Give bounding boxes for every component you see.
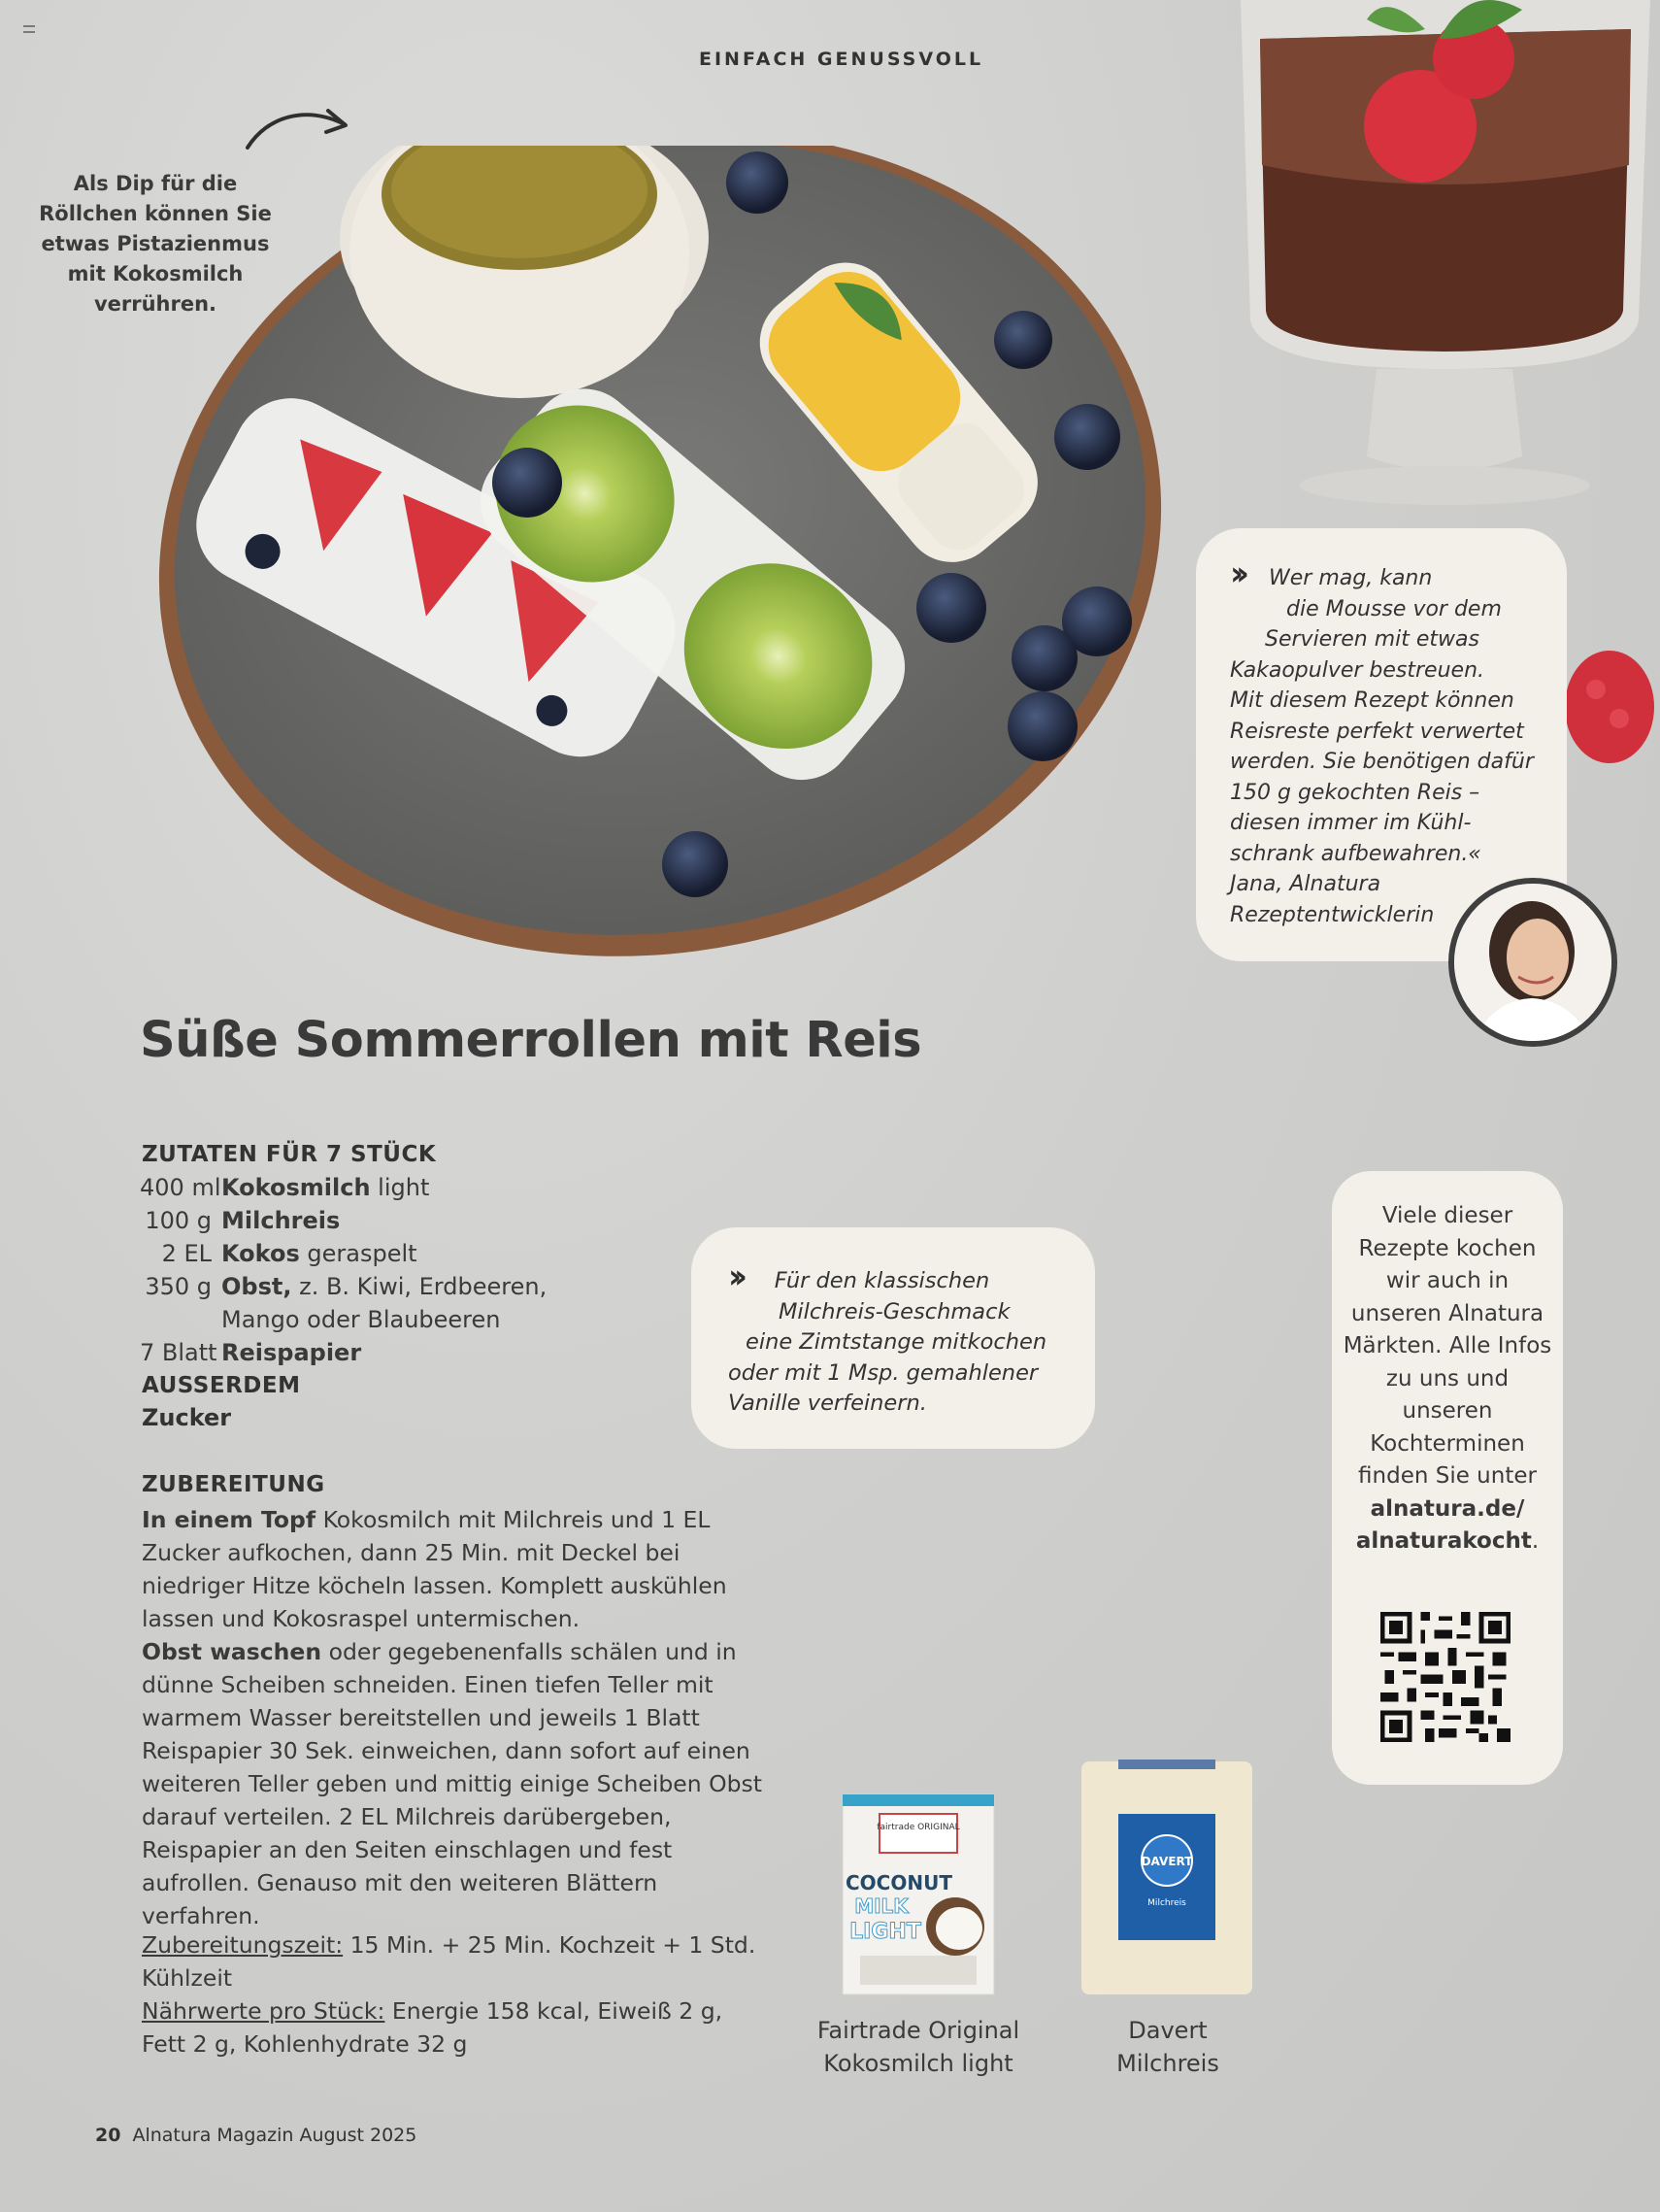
ingredient-name: Reispapier	[221, 1339, 362, 1366]
page-footer	[95, 2125, 416, 2146]
ingredient-row	[140, 1270, 547, 1303]
milchreis-product	[1079, 1760, 1254, 1996]
ingredient-qty: 2 EL	[161, 1240, 212, 1267]
tip-line: 150 g gekochten Reis –	[1230, 780, 1480, 805]
nutrition-label: Nährwerte pro Stück:	[142, 1997, 385, 2025]
tip-line: Wer mag, kann	[1269, 566, 1433, 590]
prep-step-text: oder gegebenenfalls schälen und in dünne Scheiben schneiden. Einen tiefen Teller mit warmem Wasser bereitstellen und jeweils 1 Blatt Reispapier 30 Sek. einweichen, dann sofort auf einen weiteren Teller geben und mittig einige Scheiben Obst darauf verteilen. 2 EL Milchreis darübergeben, Reispapier an den Seiten einschlagen und fest aufrollen. Genauso mit den weiteren Blättern verfahren.	[142, 1638, 762, 1929]
info-link-end: .	[1531, 1528, 1540, 1554]
tip-mid-text	[728, 1257, 1078, 1420]
pack-brand: DAVERT	[1141, 1855, 1193, 1868]
coconut-milk-product	[841, 1793, 996, 1996]
prep-text	[142, 1503, 763, 1932]
ingredient-note: light	[370, 1174, 430, 1201]
pack-brand: fairtrade ORIGINAL	[877, 1823, 960, 1832]
tip-line: Kakaopulver bestreuen.	[1230, 657, 1485, 683]
tip-author-role: Rezeptentwicklerin	[1230, 902, 1435, 927]
summer-rolls-plate-photo	[136, 146, 1204, 1000]
recipe-meta	[142, 1928, 763, 2061]
dip-note-line: Röllchen können Sie	[39, 202, 272, 225]
time-value: 15 Min. + 25 Min. Kochzeit + 1 Std. Kühlzeit	[142, 1931, 756, 1992]
info-link[interactable]: alnaturakocht	[1355, 1528, 1532, 1554]
ingredients-heading: ZUTATEN FÜR 7 STÜCK	[142, 1142, 437, 1167]
product-caption-line: Davert	[1128, 2017, 1208, 2044]
menu-mark-icon	[23, 25, 35, 33]
ingredient-name: Kokos	[221, 1240, 300, 1267]
preparation-section	[142, 1472, 763, 1932]
double-chevron-icon: ››	[728, 1257, 741, 1296]
tip-line: Für den klassischen	[774, 1268, 990, 1293]
nutrition-value: Energie 158 kcal, Eiweiß 2 g, Fett 2 g, Kohlenhydrate 32 g	[142, 1997, 723, 2058]
ingredient-name: Kokosmilch	[221, 1174, 371, 1201]
raspberry-photo	[1555, 641, 1660, 767]
tip-line: Servieren mit etwas	[1265, 627, 1479, 652]
magazine-name: Alnatura Magazin August 2025	[132, 2125, 417, 2146]
time-label: Zubereitungszeit:	[142, 1931, 344, 1959]
qr-code[interactable]	[1380, 1612, 1511, 1742]
tip-line: oder mit 1 Msp. gemahlener	[728, 1359, 1039, 1386]
ingredients-list	[140, 1138, 547, 1369]
extra-heading: AUSSERDEM	[142, 1373, 301, 1398]
product-caption	[800, 2014, 1037, 2080]
recipe-title: Süße Sommerrollen mit Reis	[140, 1012, 922, 1069]
author-avatar	[1448, 878, 1617, 1047]
ingredient-row	[140, 1237, 547, 1270]
product-caption-line: Kokosmilch light	[823, 2050, 1013, 2077]
ingredient-qty: 350 g	[145, 1273, 212, 1300]
pack-title: Milchreis	[1147, 1898, 1186, 1908]
tip-line: schrank aufbewahren.«	[1230, 841, 1481, 866]
tip-line: Vanille verfeinern.	[728, 1391, 927, 1416]
ingredient-row	[140, 1303, 547, 1336]
dip-note-line: etwas Pistazienmus	[41, 232, 270, 255]
extra-section	[142, 1373, 300, 1431]
chocolate-mousse-photo	[1231, 0, 1660, 505]
tip-line: eine Zimtstange mitkochen	[746, 1329, 1047, 1355]
tip-line: die Mousse vor dem	[1286, 596, 1502, 621]
tip-line: diesen immer im Kühl-	[1230, 811, 1472, 835]
tip-line: Mit diesem Rezept können	[1230, 688, 1514, 713]
prep-step-bold: In einem Topf	[142, 1506, 316, 1533]
tip-top-text	[1230, 554, 1550, 930]
portrait-photo	[1454, 884, 1611, 1041]
prep-step-bold: Obst waschen	[142, 1638, 322, 1665]
ingredient-name: Obst,	[221, 1273, 292, 1300]
ingredient-qty	[140, 1303, 221, 1336]
pack-title-line: COCONUT	[846, 1871, 952, 1894]
product-caption-line: Fairtrade Original	[816, 2017, 1020, 2044]
ingredient-qty: 100 g	[145, 1207, 212, 1234]
dip-note-line: Als Dip für die	[73, 172, 238, 195]
product-caption-line: Milchreis	[1116, 2050, 1219, 2077]
ingredient-note: z. B. Kiwi, Erdbeeren,	[291, 1273, 548, 1300]
double-chevron-icon: ››	[1230, 554, 1243, 593]
info-link[interactable]: alnatura.de/	[1370, 1495, 1525, 1522]
page-number: 20	[95, 2125, 121, 2146]
ingredient-qty: 7 Blatt	[140, 1339, 217, 1366]
tip-line: Milchreis-Geschmack	[779, 1298, 1011, 1324]
dip-note-line: mit Kokosmilch	[67, 262, 244, 285]
extra-value: Zucker	[142, 1404, 232, 1431]
prep-step-text: Kokosmilch mit Milchreis und 1 EL Zucker aufkochen, dann 25 Min. mit Deckel bei niedriger Hitze köcheln lassen. Komplett auskühlen lassen und Kokosraspel untermischen.	[142, 1506, 727, 1632]
info-body: Viele dieser Rezepte kochen wir auch in unseren Alnatura Märkten. Alle Infos zu uns und unseren Kochterminen finden Sie unter	[1343, 1203, 1552, 1489]
tip-line: Reisreste perfekt verwertet	[1230, 719, 1524, 744]
tip-line: werden. Sie benötigen dafür	[1230, 750, 1534, 774]
pack-title-line: MILK	[854, 1894, 909, 1918]
ingredient-qty: 400 ml	[140, 1174, 221, 1201]
pack-title-line: LIGHT	[849, 1920, 921, 1944]
product-caption	[1060, 2014, 1276, 2080]
prep-heading: ZUBEREITUNG	[142, 1472, 325, 1497]
info-text	[1340, 1200, 1555, 1558]
dip-note-line: verrühren.	[93, 292, 217, 316]
ingredient-row	[140, 1204, 547, 1237]
section-label: EINFACH GENUSSVOLL	[699, 49, 984, 70]
ingredient-row	[140, 1336, 547, 1369]
tip-author: Jana, Alnatura	[1230, 872, 1381, 896]
ingredient-note: Mango oder Blaubeeren	[221, 1306, 501, 1333]
ingredient-name: Milchreis	[221, 1207, 341, 1234]
ingredient-row	[140, 1171, 547, 1204]
ingredient-note: geraspelt	[299, 1240, 417, 1267]
